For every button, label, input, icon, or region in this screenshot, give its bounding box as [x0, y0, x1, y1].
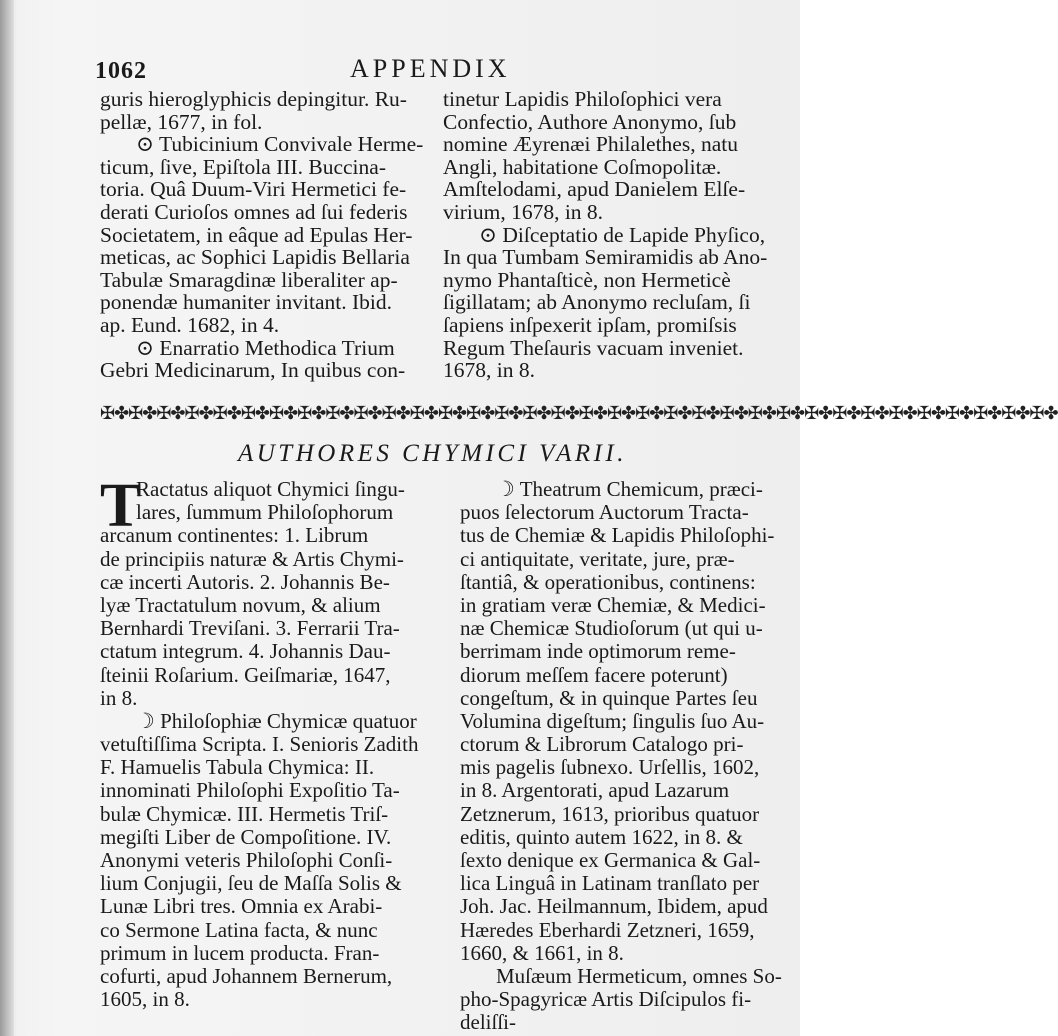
text-line: cæ incerti Autoris. 2. Johannis Be- — [100, 569, 390, 594]
text-line: Confectio, Authore Anonymo, ſub — [443, 109, 737, 134]
text-line: toria. Quâ Duum-Viri Hermetici fe- — [100, 177, 407, 202]
text-line: megiſti Liber de Compoſitione. IV. — [100, 824, 392, 849]
text-line: Ractatus aliquot Chymici ſingu- — [136, 477, 405, 501]
top-left-column — [100, 87, 424, 383]
text-line: Angli, habitatione Coſmopolitæ. — [443, 154, 722, 179]
text-line: Hæredes Eberhardi Zetzneri, 1659, — [460, 917, 755, 942]
text-line: In qua Tumbam Semiramidis ab Ano- — [443, 245, 768, 270]
text-line: 1660, & 1661, in 8. — [460, 940, 624, 965]
text-line: ſexto denique ex Germanica & Gal- — [460, 848, 761, 872]
text-line: co Sermone Latina facta, & nunc — [100, 917, 378, 942]
text-line: derati Curioſos omnes ad ſui federis — [100, 199, 408, 224]
text-line: deliſſi- — [460, 1010, 516, 1035]
gutter-shadow — [0, 0, 14, 1036]
text-line: congeſtum, & in quinque Partes ſeu — [460, 685, 758, 710]
page-header — [95, 52, 765, 86]
ornament-divider: ✠✤✠✤✠✤✠✤✠✤✠✤✠✤✠✤✠✤✠✤✠✤✠✤✠✤✠✤✠✤✠✤✠✤✠✤✠✤✠✤✠✤✠✤✠✤✠✤✠✤✠✤✠✤✠✤✠✤✠✤✠✤✠✤✠✤✠✤ — [100, 403, 1058, 423]
running-head: APPENDIX — [350, 54, 511, 83]
text-line: diorum meſſem facere poterunt) — [460, 662, 728, 687]
text-line: Joh. Jac. Heilmannum, Ibidem, apud — [460, 894, 768, 919]
text-line: Zetznerum, 1613, prioribus quatuor — [460, 801, 760, 826]
text-line: Volumina digeſtum; ſingulis ſuo Au- — [460, 708, 765, 733]
text-line: tinetur Lapidis Philoſophici vera — [443, 87, 722, 111]
section-title: AUTHORES CHYMICI VARII. — [237, 440, 628, 467]
text-line: ponendæ humaniter invitant. Ibid. — [100, 290, 392, 315]
text-line: lium Conjugii, ſeu de Maſſa Solis & — [100, 871, 402, 896]
text-line: pho-Spagyricæ Artis Diſcipulos fi- — [460, 987, 752, 1012]
text-line: Bernhardi Treviſani. 3. Ferrarii Tra- — [100, 616, 400, 641]
text-line: bulæ Chymicæ. III. Hermetis Triſ- — [100, 801, 389, 826]
text-line: ctatum integrum. 4. Johannis Dau- — [100, 639, 391, 664]
text-line: Anonymi veteris Philoſophi Conſi- — [100, 848, 393, 872]
text-line: 1605, in 8. — [100, 987, 190, 1012]
text-line: innominati Philoſophi Expoſitio Ta- — [100, 778, 400, 803]
text-line: lyæ Tractatulum novum, & alium — [100, 592, 381, 617]
text-line: ap. Eund. 1682, in 4. — [100, 312, 280, 337]
text-line: lica Linguâ in Latinam tranſlato per — [460, 871, 760, 896]
text-line: cofurti, apud Johannem Bernerum, — [100, 963, 393, 988]
text-line: nymo Phantaſticè, non Hermeticè — [443, 267, 731, 292]
text-line: mis pagelis ſubnexo. Urſellis, 1602, — [460, 755, 760, 780]
text-line: primum in lucem producta. Fran- — [100, 940, 380, 965]
text-line: in 8. — [100, 685, 138, 710]
text-line: virium, 1678, in 8. — [443, 199, 604, 224]
text-line: ⊙ Diſceptatio de Lapide Phyſico, — [479, 222, 766, 247]
text-line: Amſtelodami, apud Danielem Elſe- — [443, 177, 746, 202]
text-line: Lunæ Libri tres. Omnia ex Arabi- — [100, 894, 383, 919]
text-line: 1678, in 8. — [443, 358, 535, 383]
text-line: ſteinii Roſarium. Geiſmariæ, 1647, — [100, 662, 391, 687]
page-number: 1062 — [95, 58, 147, 84]
text-line: pellæ, 1677, in fol. — [100, 109, 263, 134]
bottom-left-column — [100, 472, 430, 1012]
text-line: ſigillatam; ab Anonymo recluſam, ſi — [443, 290, 751, 315]
text-line: ⊙ Tubicinium Convivale Herme- — [136, 132, 424, 157]
text-line: puos ſelectorum Auctorum Tracta- — [460, 500, 749, 525]
text-line: arcanum continentes: 1. Librum — [100, 523, 369, 548]
text-line: Tabulæ Smaragdinæ liberaliter ap- — [100, 267, 398, 292]
text-line: Regum Theſauris vacuam inveniet. — [443, 335, 744, 360]
drop-capital: T — [100, 472, 142, 540]
text-line: in 8. Argentorati, apud Lazarum — [460, 778, 730, 803]
text-line: meticas, ac Sophici Lapidis Bellaria — [100, 245, 410, 270]
text-line: lares, ſummum Philoſophorum — [136, 500, 394, 525]
text-line: ☽ Philoſophiæ Chymicæ quatuor — [136, 708, 417, 733]
text-line: vetuſtiſſima Scripta. I. Senioris Zadith — [100, 732, 419, 757]
text-line: ctorum & Librorum Catalogo pri- — [460, 732, 744, 757]
text-line: Muſæum Hermeticum, omnes So- — [496, 963, 782, 988]
bottom-right-column — [460, 477, 782, 1035]
text-line: berrimam inde optimorum reme- — [460, 639, 736, 664]
text-line: de principiis naturæ & Artis Chymi- — [100, 546, 404, 571]
top-right-column — [443, 87, 768, 383]
text-line: editis, quinto autem 1622, in 8. & — [460, 824, 743, 849]
text-line: Gebri Medicinarum, In quibus con- — [100, 358, 406, 383]
text-line: ſapiens inſpexerit ipſam, promiſsis — [443, 312, 737, 337]
text-line: ci antiquitate, veritate, jure, præ- — [460, 546, 735, 571]
text-line: guris hieroglyphicis depingitur. Ru- — [100, 87, 407, 111]
text-line: ☽ Theatrum Chemicum, præci- — [496, 477, 763, 501]
text-line: nomine Æyrenæi Philalethes, natu — [443, 132, 738, 157]
text-line: F. Hamuelis Tabula Chymica: II. — [100, 755, 375, 780]
text-line: in gratiam veræ Chemiæ, & Medici- — [460, 592, 766, 617]
text-line: næ Chemicæ Studioſorum (ut qui u- — [460, 616, 763, 641]
text-line: ⊙ Enarratio Methodica Trium — [136, 335, 395, 360]
text-line: Societatem, in eâque ad Epulas Her- — [100, 222, 413, 247]
text-line: ſtantiâ, & operationibus, continens: — [460, 569, 756, 594]
text-line: tus de Chemiæ & Lapidis Philoſophi- — [460, 523, 775, 548]
text-line: ticum, ſive, Epiſtola III. Buccina- — [100, 154, 386, 179]
